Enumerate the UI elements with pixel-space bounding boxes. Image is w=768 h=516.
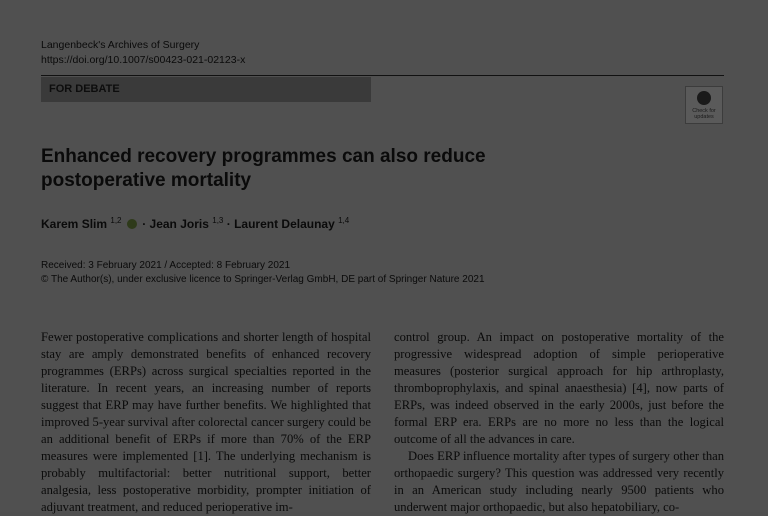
article-title: Enhanced recovery programmes can also reduce postoperative mortality <box>41 146 486 191</box>
badge-label: Check for updates <box>692 108 716 120</box>
section-tag-label: FOR DEBATE <box>49 83 120 95</box>
section-tag <box>41 77 371 102</box>
copyright-notice: © The Author(s), under exclusive licence to Springer-Verlag GmbH, DE part of Springer Nature 2021 <box>41 274 485 285</box>
received-accepted-dates: Received: 3 February 2021 / Accepted: 8 February 2021 <box>41 260 291 271</box>
publication-info <box>41 259 485 287</box>
journal-header <box>41 38 245 68</box>
journal-name: Langenbeck's Archives of Surgery <box>41 39 200 51</box>
body-paragraph: Fewer postoperative complications and shorter length of hospital stay are amply demonstrated benefits of enhanced recovery programmes (ERPs) across surgical specialties reported in the literature. In recent years, an increasing number of reports suggest that ERP may have further benefits. We highlighted that improved 5-year survival after colorectal cancer surgery could be an additional benefit of ERPs if more than 70% of the ERP measures were implemented [1]. The underlying mechanism is probably multifactorial: better nutritional support, better analgesia, less postoperative morbidity, prompter initiation of adjuvant treatment, and reduced perioperative im- <box>41 330 371 514</box>
bookmark-icon <box>697 91 711 105</box>
author-name[interactable]: Laurent Delaunay <box>234 217 335 231</box>
body-left-column <box>41 329 371 516</box>
author-separator: · <box>142 217 147 231</box>
author-affiliation: 1,3 <box>212 216 224 225</box>
check-for-updates-badge[interactable] <box>685 86 723 124</box>
header-divider <box>41 75 724 76</box>
author-affiliation: 1,4 <box>338 216 350 225</box>
orcid-icon[interactable] <box>127 219 137 229</box>
doi-link[interactable]: https://doi.org/10.1007/s00423-021-02123-x <box>41 54 246 66</box>
body-paragraph: control group. An impact on postoperative mortality of the progressive widespread adoption of simple perioperative measures (posterior surgical approach for hip arthroplasty, thromboprophylaxis, and spinal anaesthesia) [4], now parts of ERPs, was indeed observed in the early 2000s, just before the formal ERP era. ERPs are no more no less than the logical outcome of all the advances in care. <box>394 330 724 446</box>
author-list <box>41 216 349 231</box>
body-right-column <box>394 329 724 516</box>
author-separator: · <box>226 217 231 231</box>
body-paragraph: Does ERP influence mortality after types of surgery other than orthopaedic surgery? This question was addressed very recently in an American study including nearly 9500 patients who underwent major orthopaedic, but also hepatobiliary, co- <box>394 449 724 514</box>
author-name[interactable]: Jean Joris <box>149 217 209 231</box>
author-name[interactable]: Karem Slim <box>41 217 108 231</box>
author-affiliation: 1,2 <box>110 216 122 225</box>
